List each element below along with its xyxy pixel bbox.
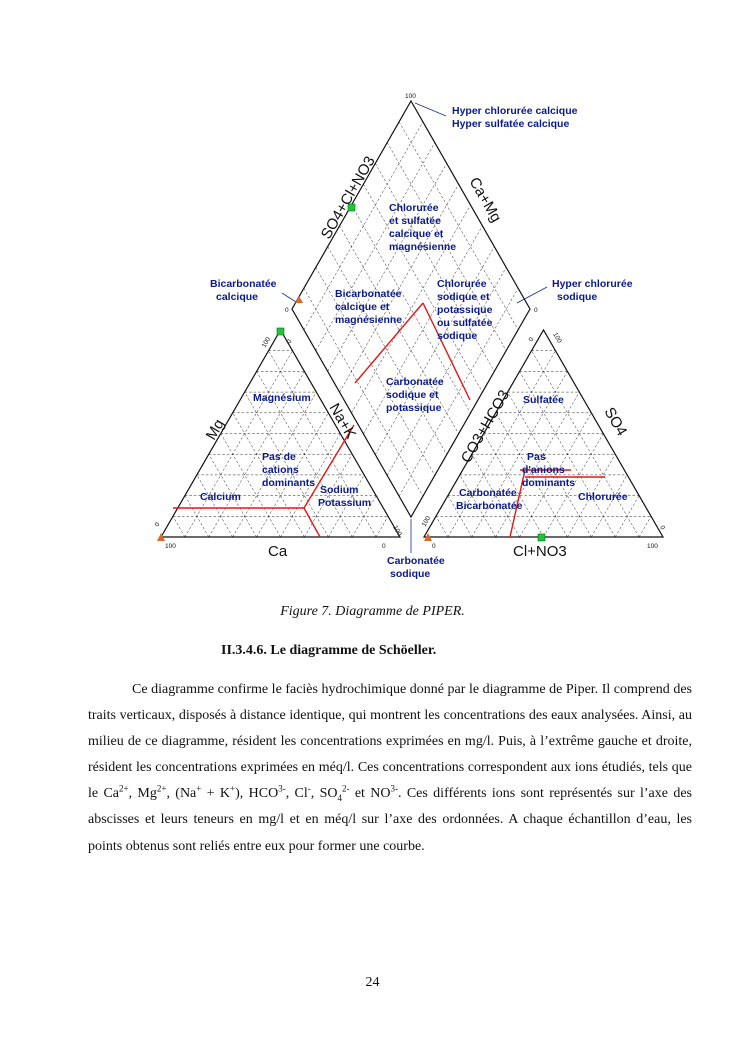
label-chloruree: Chlorurée <box>578 491 628 503</box>
cation-grid-c <box>376 516 388 537</box>
diagram-grid <box>173 122 651 537</box>
axis-co3hco3: CO3+HCO3 <box>457 387 514 466</box>
so4-charge: 2- <box>342 783 350 794</box>
label-pc-l3: dominants <box>262 477 316 489</box>
tick-anion-tr: 100 <box>551 331 563 345</box>
label-carb-bicarb <box>456 487 523 512</box>
label-hyper-calcique-l1: Hyper chlorurée calcique <box>452 105 578 117</box>
label-pas-cations <box>262 451 315 489</box>
cation-boundary <box>173 508 320 537</box>
cation-grid-b <box>173 516 185 537</box>
pointer-bicarb-calcique <box>282 293 296 302</box>
tick-labels <box>154 93 667 550</box>
label-chloruree-sodique <box>437 278 495 342</box>
label-bc-l1: Bicarbonatée <box>210 278 277 290</box>
label-csp-l1: Carbonatée <box>386 376 444 388</box>
label-csod-l1: Carbonatée <box>387 555 445 567</box>
tick-anion-bl: 0 <box>432 543 436 550</box>
axis-nak: Na+K <box>325 400 360 442</box>
cation-grid-b <box>269 351 377 537</box>
tick-anion-left: 100 <box>420 515 433 528</box>
label-pc-l1: Pas de <box>262 451 296 463</box>
label-cs-l4: ou sulfatée <box>437 317 493 329</box>
tick-cation-bl: 100 <box>165 543 176 550</box>
orange-point-diamond <box>295 296 303 303</box>
anion-grid-b <box>436 516 448 537</box>
label-cb-l2: Bicarbonatée <box>456 500 523 512</box>
tick-cation-tr: 0 <box>285 338 294 345</box>
label-pc-l2: cations <box>262 464 299 476</box>
label-bcm-l2: calcique et <box>335 301 390 313</box>
label-sp-l2: Potassium <box>318 497 372 509</box>
pointer-hyper-calcique <box>415 103 446 116</box>
figure-caption: Figure 7. Diagramme de PIPER. <box>280 604 465 619</box>
label-chloruree-calcique <box>389 202 456 253</box>
axis-ca: Ca <box>268 543 288 560</box>
tick-anion-br: 100 <box>647 543 658 550</box>
paragraph-part-3: , (Na <box>166 786 197 802</box>
label-cc-l4: magnésienne <box>389 241 457 253</box>
section-heading: II.3.4.6. Le diagramme de Schöeller. <box>221 643 437 658</box>
paragraph-part-8: et NO <box>349 786 391 802</box>
tick-cation-left: 0 <box>153 521 162 528</box>
paragraph-part-5: ), HCO <box>235 786 279 802</box>
label-pas-anions <box>522 451 575 489</box>
label-calcium: Calcium <box>200 491 241 503</box>
label-magnesium: Magnésium <box>253 392 311 404</box>
label-sulfatee: Sulfatée <box>523 394 564 406</box>
green-point-anion <box>538 534 545 541</box>
na-charge: + <box>196 783 202 794</box>
paragraph-part-7: , SO <box>310 786 338 802</box>
tick-cation-right: 100 <box>391 524 403 538</box>
tick-cation-tl: 100 <box>260 336 273 349</box>
axis-mg: Mg <box>202 416 228 443</box>
label-hs-l1: Hyper chlorurée <box>552 278 633 290</box>
label-bicarb-calc-mag <box>335 288 404 326</box>
mg-charge: 2+ <box>156 783 167 794</box>
page-number: 24 <box>365 975 380 990</box>
cl-charge: - <box>307 783 311 794</box>
tick-anion-right: 0 <box>658 524 667 532</box>
label-cc-l2: et sulfatée <box>389 215 441 227</box>
label-cs-l2: sodique et <box>437 291 490 303</box>
label-cs-l3: potassique <box>437 304 493 316</box>
anion-grid-c <box>591 475 627 537</box>
anion-grid-c <box>639 516 651 537</box>
cation-grid-b <box>197 475 233 537</box>
label-carb-sod-pot <box>386 376 447 414</box>
label-sodium-potassium <box>318 484 371 509</box>
label-sp-l1: Sodium <box>320 484 359 496</box>
axis-so4clno3: SO4+Cl+NO3 <box>317 153 379 242</box>
paragraph-part-4: + K <box>201 786 231 802</box>
tick-cation-br: 0 <box>382 543 386 550</box>
tick-anion-tl: 0 <box>527 336 536 343</box>
tick-diamond-left: 0 <box>285 307 289 314</box>
label-csp-l2: sodique et <box>386 389 439 401</box>
label-pa-l3: dominants <box>522 477 576 489</box>
paragraph-part-2: , Mg <box>128 786 157 802</box>
label-bcm-l1: Bicarbonatée <box>335 288 402 300</box>
label-hyper-calcique <box>452 105 580 130</box>
no3-charge: 3- <box>390 783 398 794</box>
anion-grid-b <box>532 351 640 537</box>
green-point-cation <box>277 328 284 335</box>
label-cb-l1: Carbonatée <box>459 487 517 499</box>
label-cc-l3: calcique et <box>389 228 444 240</box>
k-charge: + <box>230 783 236 794</box>
label-bcm-l3: magnésienne <box>335 314 403 326</box>
paragraph-part-9: . Ces différents ions sont représentés sur l’axe des abscisses et leurs teneurs en mg/l et en méq/l sur l’axe des ordonnées. A chaque échantillon d’eau, les points obtenus sont reliés entre eux pour former une courbe. <box>88 786 692 854</box>
label-bicarb-calcique <box>210 278 279 303</box>
tick-diamond-right: 0 <box>534 307 538 314</box>
cation-grid-c <box>185 351 293 537</box>
label-csp-l3: potassique <box>386 402 442 414</box>
tick-diamond-top: 100 <box>405 93 416 100</box>
label-csod-l2: sodique <box>390 568 431 580</box>
label-cs-l1: Chlorurée <box>437 278 487 290</box>
label-carbonatee-sodique <box>387 555 448 580</box>
paragraph-part-6: , Cl <box>285 786 308 802</box>
axis-so4: SO4 <box>600 404 631 439</box>
paragraph-part-1: Ce diagramme confirme le faciès hydrochimique donné par le diagramme de Piper. Il comprend des traits verticaux, disposés à distance identique, qui montrent les concentrations des eaux analysées. Ainsi, au milieu de ce diagramme, résident les concentrations exprimées en mg/l. Puis, à l’extrême gauche et droite, résident les concentrations exprimées en méq/l. Ces concentrations correspondent aux ions étudiés, tels que le Ca <box>88 682 692 802</box>
so4-index: 4 <box>337 793 342 804</box>
label-cc-l1: Chlorurée <box>389 202 439 214</box>
diagram-outlines <box>161 101 663 537</box>
axis-camg: Ca+Mg <box>465 174 505 226</box>
label-pa-l2: d'anions <box>522 464 565 476</box>
label-hyper-sodique <box>552 278 635 303</box>
axis-clno3: Cl+NO3 <box>513 543 567 560</box>
label-bc-l2: calcique <box>216 291 259 303</box>
label-pa-l1: Pas <box>527 451 546 463</box>
body-paragraph <box>88 677 692 860</box>
label-hyper-calcique-l2: Hyper sulfatée calcique <box>452 118 570 130</box>
hco3-charge: 3- <box>278 783 286 794</box>
label-cs-l5: sodique <box>437 330 478 342</box>
ca-charge: 2+ <box>119 783 129 794</box>
label-hs-l2: sodique <box>557 291 598 303</box>
